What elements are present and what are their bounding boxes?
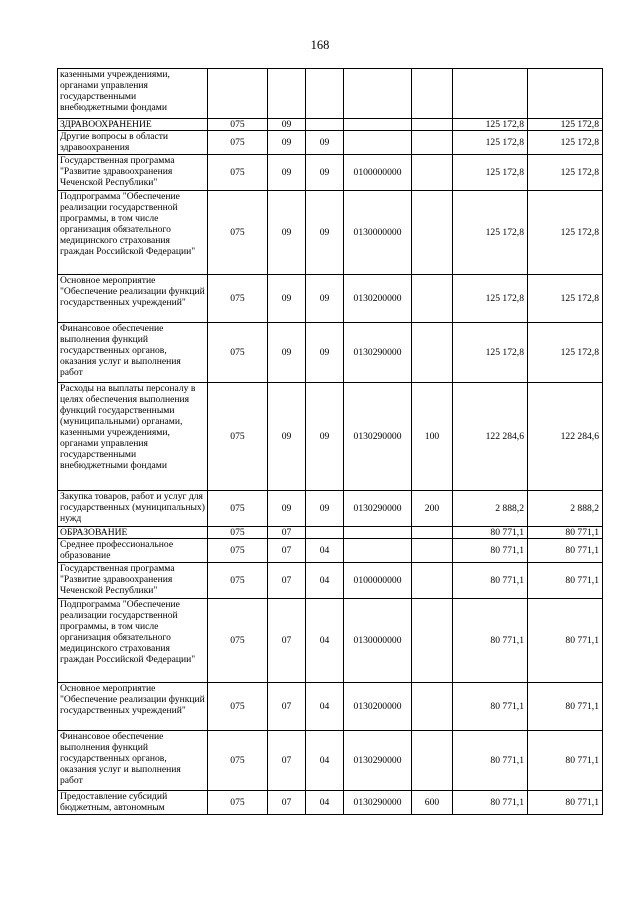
target-article-cell: 0130290000 <box>344 791 412 815</box>
table-row <box>58 563 603 599</box>
subsection-code-cell: 04 <box>306 539 344 563</box>
subsection-code-cell: 09 <box>306 155 344 191</box>
ministry-code-cell: 075 <box>208 599 268 683</box>
table-row <box>58 599 603 683</box>
target-article-cell <box>344 131 412 155</box>
section-code-cell: 09 <box>268 491 306 527</box>
section-code-cell: 07 <box>268 599 306 683</box>
amount-cell: 80 771,1 <box>453 539 528 563</box>
table-row <box>58 323 603 383</box>
section-code-cell: 07 <box>268 527 306 539</box>
target-article-cell <box>344 539 412 563</box>
amount-cell: 80 771,1 <box>528 731 603 791</box>
amount-cell: 80 771,1 <box>453 791 528 815</box>
expense-kind-cell: 100 <box>412 383 453 491</box>
amount-cell: 125 172,8 <box>453 191 528 275</box>
target-article-cell: 0130200000 <box>344 683 412 731</box>
expense-kind-cell <box>412 563 453 599</box>
section-code-cell: 07 <box>268 539 306 563</box>
ministry-code-cell: 075 <box>208 323 268 383</box>
section-code-cell: 07 <box>268 791 306 815</box>
section-code-cell: 07 <box>268 731 306 791</box>
ministry-code-cell: 075 <box>208 191 268 275</box>
amount-cell: 125 172,8 <box>528 275 603 323</box>
table-row <box>58 155 603 191</box>
table-row <box>58 683 603 731</box>
table-row <box>58 791 603 815</box>
budget-table <box>57 68 603 815</box>
ministry-code-cell <box>208 69 268 119</box>
amount-cell: 125 172,8 <box>528 119 603 131</box>
amount-cell: 125 172,8 <box>453 155 528 191</box>
target-article-cell <box>344 69 412 119</box>
amount-cell: 125 172,8 <box>453 323 528 383</box>
row-name-cell: Финансовое обеспечение выполнения функций государственных органов, оказания услуг и выполнения работ <box>58 731 208 791</box>
table-row <box>58 191 603 275</box>
table-row <box>58 69 603 119</box>
row-name-cell: ОБРАЗОВАНИЕ <box>58 527 208 539</box>
amount-cell: 125 172,8 <box>528 323 603 383</box>
subsection-code-cell <box>306 69 344 119</box>
target-article-cell: 0130290000 <box>344 383 412 491</box>
expense-kind-cell <box>412 527 453 539</box>
section-code-cell: 09 <box>268 119 306 131</box>
section-code-cell: 09 <box>268 155 306 191</box>
target-article-cell: 0130290000 <box>344 731 412 791</box>
amount-cell: 125 172,8 <box>453 275 528 323</box>
expense-kind-cell <box>412 275 453 323</box>
row-name-cell: Государственная программа "Развитие здравоохранения Чеченской Республики" <box>58 155 208 191</box>
row-name-cell: Другие вопросы в области здравоохранения <box>58 131 208 155</box>
subsection-code-cell: 09 <box>306 323 344 383</box>
section-code-cell: 09 <box>268 383 306 491</box>
expense-kind-cell <box>412 191 453 275</box>
expense-kind-cell: 600 <box>412 791 453 815</box>
row-name-cell: Расходы на выплаты персоналу в целях обеспечения выполнения функций государственными (муниципальными) органами, казенными учреждениями, органами управления государственными внебюджетными фондами <box>58 383 208 491</box>
expense-kind-cell <box>412 131 453 155</box>
amount-cell <box>528 69 603 119</box>
row-name-cell: Финансовое обеспечение выполнения функций государственных органов, оказания услуг и выполнения работ <box>58 323 208 383</box>
target-article-cell <box>344 527 412 539</box>
row-name-cell: казенными учреждениями, органами управления государственными внебюджетными фондами <box>58 69 208 119</box>
amount-cell: 80 771,1 <box>528 539 603 563</box>
amount-cell: 80 771,1 <box>453 731 528 791</box>
target-article-cell: 0130290000 <box>344 323 412 383</box>
table-row <box>58 275 603 323</box>
amount-cell: 125 172,8 <box>453 131 528 155</box>
section-code-cell: 07 <box>268 563 306 599</box>
target-article-cell: 0130000000 <box>344 191 412 275</box>
section-code-cell: 09 <box>268 131 306 155</box>
expense-kind-cell <box>412 539 453 563</box>
expense-kind-cell <box>412 731 453 791</box>
subsection-code-cell <box>306 119 344 131</box>
target-article-cell <box>344 119 412 131</box>
section-code-cell: 09 <box>268 323 306 383</box>
subsection-code-cell <box>306 527 344 539</box>
row-name-cell: Основное мероприятие "Обеспечение реализации функций государственных учреждений" <box>58 275 208 323</box>
table-row <box>58 119 603 131</box>
ministry-code-cell: 075 <box>208 683 268 731</box>
row-name-cell: Основное мероприятие "Обеспечение реализации функций государственных учреждений" <box>58 683 208 731</box>
amount-cell: 80 771,1 <box>453 599 528 683</box>
table-row <box>58 131 603 155</box>
amount-cell: 2 888,2 <box>453 491 528 527</box>
expense-kind-cell <box>412 119 453 131</box>
amount-cell: 125 172,8 <box>528 155 603 191</box>
section-code-cell: 09 <box>268 191 306 275</box>
expense-kind-cell <box>412 155 453 191</box>
amount-cell: 125 172,8 <box>528 131 603 155</box>
expense-kind-cell <box>412 69 453 119</box>
subsection-code-cell: 04 <box>306 791 344 815</box>
ministry-code-cell: 075 <box>208 275 268 323</box>
expense-kind-cell <box>412 683 453 731</box>
ministry-code-cell: 075 <box>208 383 268 491</box>
amount-cell: 125 172,8 <box>528 191 603 275</box>
row-name-cell: Закупка товаров, работ и услуг для государственных (муниципальных) нужд <box>58 491 208 527</box>
table-row <box>58 491 603 527</box>
subsection-code-cell: 09 <box>306 383 344 491</box>
ministry-code-cell: 075 <box>208 791 268 815</box>
amount-cell: 122 284,6 <box>528 383 603 491</box>
section-code-cell: 09 <box>268 275 306 323</box>
section-code-cell <box>268 69 306 119</box>
ministry-code-cell: 075 <box>208 539 268 563</box>
ministry-code-cell: 075 <box>208 131 268 155</box>
subsection-code-cell: 09 <box>306 131 344 155</box>
amount-cell: 80 771,1 <box>528 599 603 683</box>
target-article-cell: 0130290000 <box>344 491 412 527</box>
amount-cell: 80 771,1 <box>453 563 528 599</box>
table-row <box>58 731 603 791</box>
target-article-cell: 0100000000 <box>344 563 412 599</box>
row-name-cell: Предоставление субсидий бюджетным, автономным <box>58 791 208 815</box>
subsection-code-cell: 04 <box>306 599 344 683</box>
table-row <box>58 539 603 563</box>
amount-cell: 125 172,8 <box>453 119 528 131</box>
amount-cell: 80 771,1 <box>453 683 528 731</box>
row-name-cell: ЗДРАВООХРАНЕНИЕ <box>58 119 208 131</box>
subsection-code-cell: 04 <box>306 683 344 731</box>
expense-kind-cell <box>412 323 453 383</box>
subsection-code-cell: 09 <box>306 191 344 275</box>
amount-cell: 80 771,1 <box>453 527 528 539</box>
row-name-cell: Среднее профессиональное образование <box>58 539 208 563</box>
section-code-cell: 07 <box>268 683 306 731</box>
ministry-code-cell: 075 <box>208 119 268 131</box>
table-body <box>58 69 603 815</box>
target-article-cell: 0100000000 <box>344 155 412 191</box>
expense-kind-cell <box>412 599 453 683</box>
target-article-cell: 0130000000 <box>344 599 412 683</box>
amount-cell <box>453 69 528 119</box>
page-number: 168 <box>310 38 330 52</box>
ministry-code-cell: 075 <box>208 731 268 791</box>
subsection-code-cell: 04 <box>306 563 344 599</box>
ministry-code-cell: 075 <box>208 527 268 539</box>
row-name-cell: Подпрограмма "Обеспечение реализации государственной программы, в том числе организация обязательного медицинского страхования граждан Российской Федерации" <box>58 191 208 275</box>
subsection-code-cell: 09 <box>306 275 344 323</box>
amount-cell: 80 771,1 <box>528 563 603 599</box>
amount-cell: 80 771,1 <box>528 791 603 815</box>
row-name-cell: Подпрограмма "Обеспечение реализации государственной программы, в том числе организация обязательного медицинского страхования граждан Российской Федерации" <box>58 599 208 683</box>
table-row <box>58 527 603 539</box>
amount-cell: 2 888,2 <box>528 491 603 527</box>
expense-kind-cell: 200 <box>412 491 453 527</box>
subsection-code-cell: 04 <box>306 731 344 791</box>
amount-cell: 80 771,1 <box>528 527 603 539</box>
subsection-code-cell: 09 <box>306 491 344 527</box>
ministry-code-cell: 075 <box>208 491 268 527</box>
amount-cell: 122 284,6 <box>453 383 528 491</box>
amount-cell: 80 771,1 <box>528 683 603 731</box>
ministry-code-cell: 075 <box>208 563 268 599</box>
row-name-cell: Государственная программа "Развитие здравоохранения Чеченской Республики" <box>58 563 208 599</box>
table-row <box>58 383 603 491</box>
ministry-code-cell: 075 <box>208 155 268 191</box>
target-article-cell: 0130200000 <box>344 275 412 323</box>
